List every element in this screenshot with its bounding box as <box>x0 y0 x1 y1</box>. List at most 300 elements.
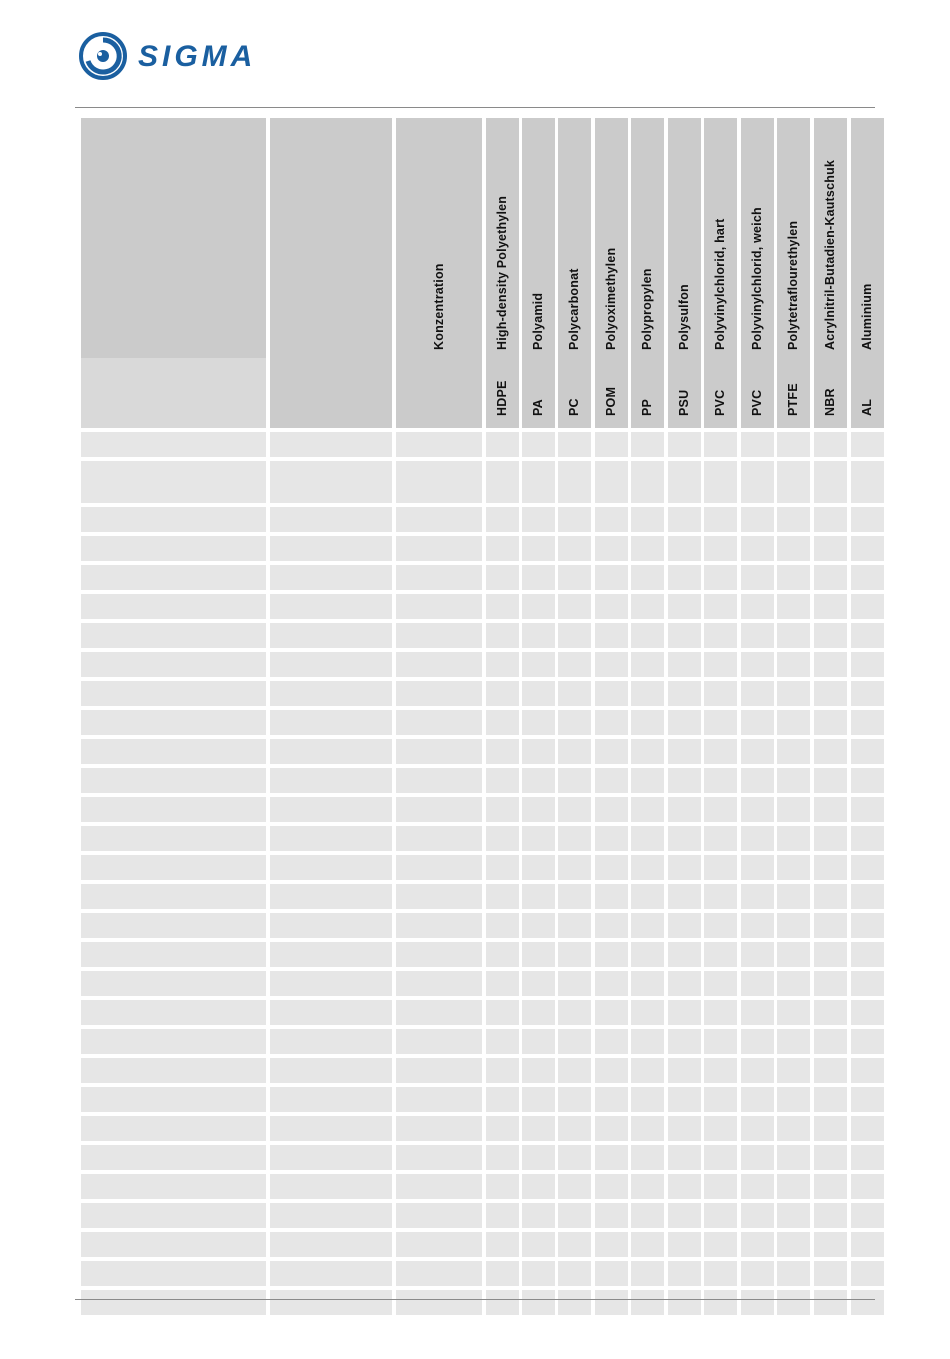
table-cell <box>522 652 555 677</box>
table-cell <box>522 1058 555 1083</box>
table-cell <box>631 536 664 561</box>
material-abbr-label: POM <box>604 386 618 416</box>
table-cell <box>558 710 591 735</box>
table-cell <box>851 1116 884 1141</box>
table-cell <box>668 594 701 619</box>
header-blank-substance-lower <box>81 358 266 428</box>
table-cell <box>522 942 555 967</box>
table-cell <box>522 565 555 590</box>
table-cell <box>851 594 884 619</box>
table-cell <box>81 1203 266 1228</box>
table-cell <box>668 710 701 735</box>
table-cell <box>270 432 392 457</box>
table-cell <box>851 942 884 967</box>
table-cell <box>595 739 628 764</box>
table-cell <box>777 623 810 648</box>
table-cell <box>851 768 884 793</box>
table-cell <box>777 768 810 793</box>
table-cell <box>396 1058 482 1083</box>
table-cell <box>777 652 810 677</box>
table-cell <box>81 1174 266 1199</box>
table-cell <box>704 797 737 822</box>
table-cell <box>631 1058 664 1083</box>
table-cell <box>595 536 628 561</box>
table-cell <box>851 1000 884 1025</box>
table-cell <box>777 971 810 996</box>
table-cell <box>486 1145 519 1170</box>
table-cell <box>668 461 701 503</box>
table-cell <box>270 681 392 706</box>
table-cell <box>396 710 482 735</box>
table-cell <box>270 884 392 909</box>
table-cell <box>704 565 737 590</box>
table-cell <box>595 432 628 457</box>
material-name-label: Aluminium <box>860 283 874 350</box>
table-cell <box>81 884 266 909</box>
table-cell <box>668 681 701 706</box>
table-cell <box>81 826 266 851</box>
table-cell <box>81 536 266 561</box>
table-cell <box>814 432 847 457</box>
table-cell <box>777 1058 810 1083</box>
table-cell <box>777 1203 810 1228</box>
header-material-10 <box>851 118 884 428</box>
table-cell <box>704 594 737 619</box>
table-cell <box>851 1290 884 1315</box>
table-cell <box>522 971 555 996</box>
table-cell <box>668 652 701 677</box>
table-cell <box>81 913 266 938</box>
table-cell <box>668 1174 701 1199</box>
table-cell <box>595 594 628 619</box>
table-cell <box>741 1029 774 1054</box>
table-cell <box>558 507 591 532</box>
table-cell <box>595 1174 628 1199</box>
table-cell <box>704 1058 737 1083</box>
table-cell <box>704 913 737 938</box>
table-cell <box>814 913 847 938</box>
material-name-label: Polypropylen <box>640 268 654 350</box>
table-cell <box>486 797 519 822</box>
table-cell <box>595 461 628 503</box>
table-cell <box>396 855 482 880</box>
table-cell <box>741 1174 774 1199</box>
table-cell <box>741 652 774 677</box>
table-cell <box>558 1116 591 1141</box>
table-cell <box>851 1029 884 1054</box>
header-material-5 <box>668 118 701 428</box>
table-cell <box>704 855 737 880</box>
table-cell <box>741 432 774 457</box>
sigma-logo <box>78 30 288 82</box>
table-cell <box>631 710 664 735</box>
table-cell <box>704 739 737 764</box>
table-cell <box>522 1232 555 1257</box>
table-cell <box>814 1203 847 1228</box>
table-cell <box>631 1174 664 1199</box>
table-cell <box>814 507 847 532</box>
header-material-7 <box>741 118 774 428</box>
table-cell <box>486 739 519 764</box>
table-cell <box>668 565 701 590</box>
table-cell <box>704 623 737 648</box>
table-cell <box>396 1116 482 1141</box>
table-cell <box>396 826 482 851</box>
table-cell <box>631 594 664 619</box>
material-abbr-label: NBR <box>823 388 837 416</box>
table-cell <box>704 652 737 677</box>
table-cell <box>486 1174 519 1199</box>
table-cell <box>396 1261 482 1286</box>
table-cell <box>741 594 774 619</box>
table-cell <box>81 1000 266 1025</box>
table-cell <box>558 768 591 793</box>
table-cell <box>851 1232 884 1257</box>
table-cell <box>704 432 737 457</box>
table-cell <box>270 1145 392 1170</box>
table-cell <box>668 797 701 822</box>
table-cell <box>486 507 519 532</box>
table-cell <box>486 1029 519 1054</box>
table-cell <box>558 536 591 561</box>
table-cell <box>522 1116 555 1141</box>
table-cell <box>777 432 810 457</box>
table-cell <box>631 971 664 996</box>
table-cell <box>814 739 847 764</box>
table-cell <box>486 1290 519 1315</box>
table-cell <box>558 681 591 706</box>
table-cell <box>741 855 774 880</box>
table-cell <box>396 594 482 619</box>
table-cell <box>486 1000 519 1025</box>
table-cell <box>270 739 392 764</box>
table-cell <box>522 1145 555 1170</box>
table-cell <box>631 884 664 909</box>
table-cell <box>668 1058 701 1083</box>
material-name-label: Polyoximethylen <box>604 247 618 350</box>
table-cell <box>851 826 884 851</box>
table-cell <box>631 797 664 822</box>
table-cell <box>595 652 628 677</box>
table-cell <box>814 1145 847 1170</box>
table-cell <box>631 623 664 648</box>
table-cell <box>704 536 737 561</box>
table-cell <box>81 1261 266 1286</box>
table-cell <box>741 507 774 532</box>
material-name-label: Polytetraflourethylen <box>786 220 800 350</box>
table-cell <box>741 1203 774 1228</box>
table-cell <box>81 1290 266 1315</box>
table-cell <box>668 1087 701 1112</box>
material-abbr-label: PSU <box>677 389 691 416</box>
table-cell <box>668 1000 701 1025</box>
table-cell <box>777 594 810 619</box>
table-cell <box>631 461 664 503</box>
table-cell <box>741 1116 774 1141</box>
table-cell <box>486 855 519 880</box>
table-cell <box>668 1290 701 1315</box>
table-cell <box>558 652 591 677</box>
table-cell <box>741 971 774 996</box>
table-cell <box>81 739 266 764</box>
table-cell <box>270 855 392 880</box>
table-cell <box>777 1261 810 1286</box>
table-cell <box>814 710 847 735</box>
table-cell <box>668 739 701 764</box>
table-cell <box>777 1116 810 1141</box>
resistance-table <box>81 118 886 1281</box>
table-cell <box>668 623 701 648</box>
table-cell <box>81 1116 266 1141</box>
table-cell <box>522 507 555 532</box>
table-cell <box>396 1232 482 1257</box>
table-cell <box>396 461 482 503</box>
table-cell <box>741 1232 774 1257</box>
table-cell <box>396 797 482 822</box>
table-cell <box>396 1174 482 1199</box>
table-cell <box>558 1203 591 1228</box>
table-cell <box>741 1000 774 1025</box>
table-cell <box>631 1290 664 1315</box>
table-cell <box>668 884 701 909</box>
table-cell <box>668 432 701 457</box>
table-cell <box>558 913 591 938</box>
table-cell <box>668 507 701 532</box>
table-cell <box>741 1290 774 1315</box>
table-cell <box>270 652 392 677</box>
table-cell <box>851 507 884 532</box>
table-cell <box>396 1000 482 1025</box>
table-cell <box>396 432 482 457</box>
table-cell <box>81 681 266 706</box>
table-cell <box>522 884 555 909</box>
table-cell <box>81 507 266 532</box>
footer-rule <box>75 1299 875 1300</box>
table-cell <box>522 797 555 822</box>
table-cell <box>270 536 392 561</box>
table-cell <box>522 826 555 851</box>
table-cell <box>777 1174 810 1199</box>
material-abbr-label: PVC <box>713 389 727 416</box>
sigma-emblem-icon <box>78 31 128 81</box>
table-cell <box>814 1232 847 1257</box>
table-cell <box>486 681 519 706</box>
table-cell <box>814 884 847 909</box>
table-cell <box>396 1145 482 1170</box>
table-cell <box>814 1116 847 1141</box>
table-cell <box>522 1203 555 1228</box>
table-cell <box>486 1058 519 1083</box>
table-cell <box>777 507 810 532</box>
table-cell <box>595 1116 628 1141</box>
table-cell <box>595 768 628 793</box>
table-cell <box>851 1058 884 1083</box>
table-cell <box>631 507 664 532</box>
table-cell <box>741 942 774 967</box>
table-cell <box>270 1000 392 1025</box>
table-cell <box>851 1174 884 1199</box>
table-cell <box>396 971 482 996</box>
table-cell <box>595 710 628 735</box>
table-cell <box>741 826 774 851</box>
material-name-label: Polysulfon <box>677 284 691 350</box>
table-cell <box>668 536 701 561</box>
table-cell <box>814 855 847 880</box>
table-cell <box>81 971 266 996</box>
table-cell <box>851 1145 884 1170</box>
table-cell <box>270 826 392 851</box>
table-cell <box>631 1029 664 1054</box>
table-cell <box>668 913 701 938</box>
table-cell <box>270 1290 392 1315</box>
table-cell <box>851 565 884 590</box>
table-cell <box>704 1116 737 1141</box>
header-blank-formula <box>270 118 392 428</box>
table-cell <box>777 1145 810 1170</box>
table-cell <box>522 461 555 503</box>
table-cell <box>851 461 884 503</box>
table-cell <box>851 652 884 677</box>
table-cell <box>741 913 774 938</box>
table-cell <box>814 681 847 706</box>
table-cell <box>522 855 555 880</box>
table-cell <box>558 1000 591 1025</box>
table-cell <box>741 681 774 706</box>
table-cell <box>704 507 737 532</box>
table-cell <box>522 1029 555 1054</box>
header-material-1 <box>522 118 555 428</box>
table-cell <box>851 1261 884 1286</box>
table-cell <box>486 942 519 967</box>
table-cell <box>486 1116 519 1141</box>
table-cell <box>741 565 774 590</box>
table-cell <box>270 594 392 619</box>
table-cell <box>522 1000 555 1025</box>
table-cell <box>814 536 847 561</box>
table-cell <box>396 681 482 706</box>
header-material-9 <box>814 118 847 428</box>
table-cell <box>396 1087 482 1112</box>
table-cell <box>81 942 266 967</box>
table-cell <box>777 826 810 851</box>
table-cell <box>777 1232 810 1257</box>
table-cell <box>814 1174 847 1199</box>
header-blank-substance <box>81 118 266 358</box>
table-cell <box>777 739 810 764</box>
table-cell <box>631 652 664 677</box>
table-cell <box>814 1087 847 1112</box>
table-cell <box>777 942 810 967</box>
table-cell <box>741 739 774 764</box>
table-cell <box>631 1232 664 1257</box>
table-cell <box>595 1058 628 1083</box>
table-cell <box>814 942 847 967</box>
table-cell <box>595 565 628 590</box>
table-cell <box>270 1203 392 1228</box>
table-cell <box>704 1203 737 1228</box>
table-cell <box>851 1203 884 1228</box>
header-material-6 <box>704 118 737 428</box>
table-cell <box>270 1087 392 1112</box>
table-cell <box>486 594 519 619</box>
table-cell <box>486 768 519 793</box>
table-cell <box>777 855 810 880</box>
table-cell <box>270 507 392 532</box>
table-cell <box>814 1000 847 1025</box>
table-cell <box>668 942 701 967</box>
table-cell <box>522 681 555 706</box>
table-cell <box>595 507 628 532</box>
table-cell <box>81 1145 266 1170</box>
table-cell <box>486 461 519 503</box>
table-cell <box>814 1290 847 1315</box>
table-cell <box>704 1290 737 1315</box>
table-cell <box>81 623 266 648</box>
table-cell <box>396 739 482 764</box>
table-cell <box>270 942 392 967</box>
table-cell <box>522 1261 555 1286</box>
table-cell <box>396 1203 482 1228</box>
table-cell <box>595 1232 628 1257</box>
header-material-3 <box>595 118 628 428</box>
table-cell <box>668 1261 701 1286</box>
table-cell <box>270 797 392 822</box>
table-cell <box>396 623 482 648</box>
table-cell <box>741 797 774 822</box>
table-cell <box>522 432 555 457</box>
table-cell <box>558 797 591 822</box>
table-cell <box>704 1232 737 1257</box>
table-cell <box>741 1145 774 1170</box>
material-name-label: Acrylnitril-Butadien-Kautschuk <box>823 159 837 350</box>
table-cell <box>558 1290 591 1315</box>
table-cell <box>522 913 555 938</box>
table-cell <box>668 1116 701 1141</box>
table-cell <box>595 855 628 880</box>
table-cell <box>558 971 591 996</box>
table-cell <box>631 1203 664 1228</box>
table-cell <box>522 1087 555 1112</box>
table-cell <box>270 913 392 938</box>
table-cell <box>396 768 482 793</box>
table-cell <box>704 1087 737 1112</box>
table-cell <box>814 797 847 822</box>
table-cell <box>741 1087 774 1112</box>
table-cell <box>777 1029 810 1054</box>
table-cell <box>777 710 810 735</box>
table-cell <box>595 942 628 967</box>
table-cell <box>631 1000 664 1025</box>
table-cell <box>851 855 884 880</box>
table-cell <box>704 1261 737 1286</box>
table-cell <box>558 1145 591 1170</box>
header-rule <box>75 107 875 108</box>
table-cell <box>777 1087 810 1112</box>
table-cell <box>270 1116 392 1141</box>
table-cell <box>81 768 266 793</box>
table-cell <box>777 461 810 503</box>
table-cell <box>396 913 482 938</box>
table-cell <box>270 565 392 590</box>
material-abbr-label: PP <box>640 398 654 416</box>
table-cell <box>741 1058 774 1083</box>
table-cell <box>270 1058 392 1083</box>
table-cell <box>668 768 701 793</box>
table-cell <box>522 739 555 764</box>
table-cell <box>704 884 737 909</box>
table-cell <box>851 1087 884 1112</box>
table-cell <box>396 507 482 532</box>
